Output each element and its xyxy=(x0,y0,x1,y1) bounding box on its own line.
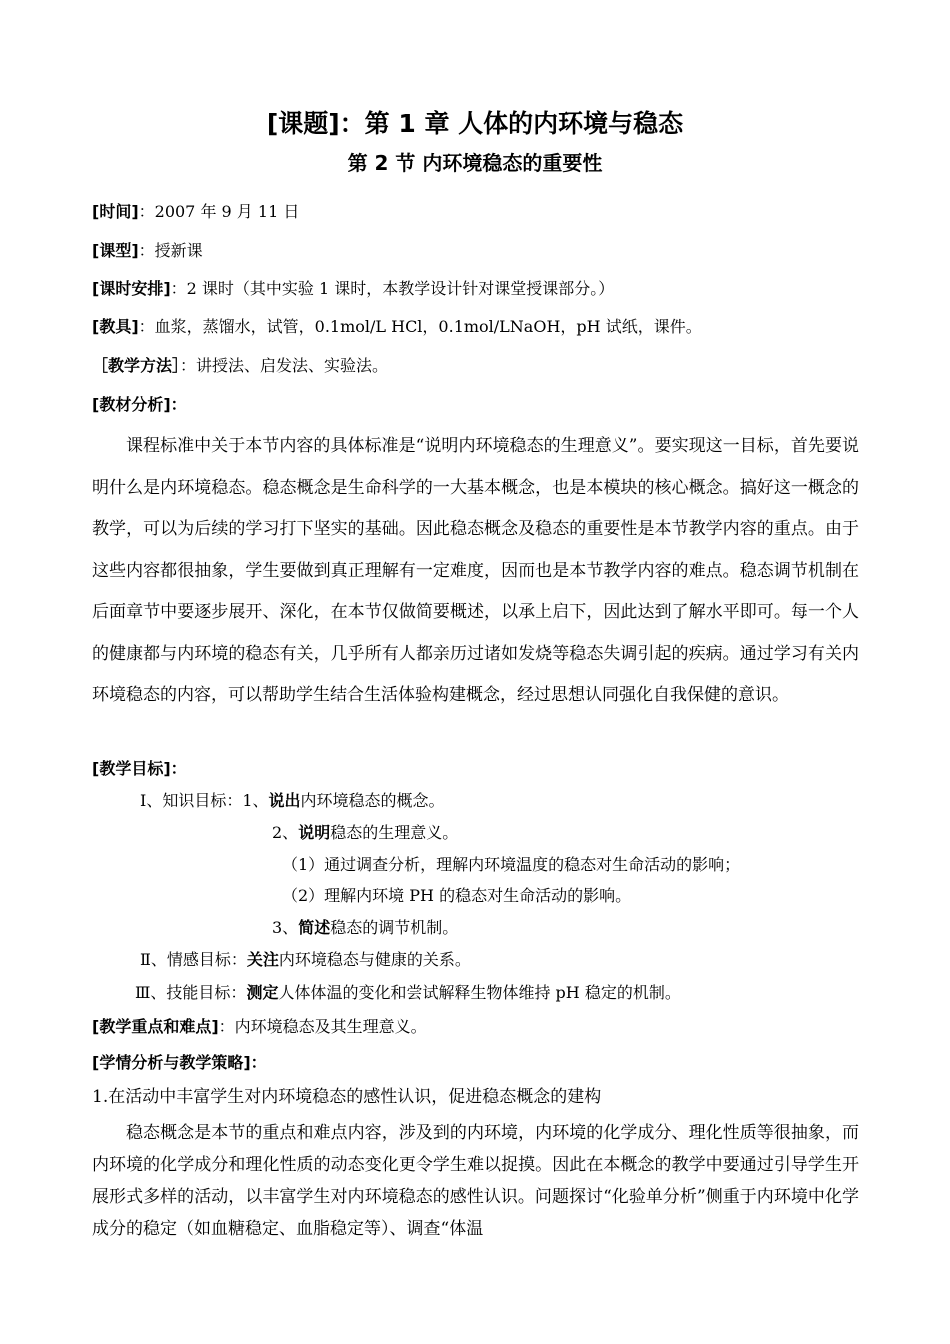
strategy-heading xyxy=(92,1052,267,1074)
type-value: ：授新课 xyxy=(138,241,203,260)
strategy-paragraph: 稳态概念是本节的重点和难点内容，涉及到的内环境，内环境的化学成分、理化性质等很抽象，而内环境的化学成分和理化性质的动态变化更令学生难以捉摸。因此在本概念的教学中要通过引导学生开展形式多样的活动，以丰富学生对内环境稳态的感性认识。问题探讨“化验单分析”侧重于内环境中化学成分的稳定（如血糖稳定、血脂稳定等）、调查“体温 xyxy=(92,1123,859,1239)
tools-label: [教具] xyxy=(92,317,139,336)
method-line xyxy=(92,355,388,377)
time-value: ：2007 年 9 月 11 日 xyxy=(138,202,300,221)
type-line xyxy=(92,240,203,262)
keypoints-value: ：内环境稳态及其生理意义。 xyxy=(218,1017,427,1036)
knowledge-goal-2-sub-1: （1）通过调查分析，理解内环境温度的稳态对生命活动的影响； xyxy=(282,855,741,874)
knowledge-goal-3: 3、简述稳态的调节机制。 xyxy=(272,918,459,937)
method-label: ［教学方法］ xyxy=(92,356,181,375)
analysis-heading xyxy=(92,394,187,416)
goals-label: [教学目标]： xyxy=(92,759,187,778)
keypoints-line xyxy=(92,1016,427,1038)
strategy-label: [学情分析与教学策略]： xyxy=(92,1053,267,1072)
knowledge-goal-2-sub-2: （2）理解内环境 PH 的稳态对生命活动的影响。 xyxy=(282,886,632,905)
knowledge-goal-1: Ⅰ、知识目标：1、说出内环境稳态的概念。 xyxy=(140,791,445,810)
hours-line xyxy=(92,278,614,300)
section-title: 第 2 节 内环境稳态的重要性 xyxy=(347,151,603,175)
knowledge-goal-2: 2、说明稳态的生理意义。 xyxy=(272,823,459,842)
emotion-goal: Ⅱ、情感目标：关注内环境稳态与健康的关系。 xyxy=(140,950,471,969)
strategy-item-1: 1.在活动中丰富学生对内环境稳态的感性认识，促进稳态概念的建构 xyxy=(92,1087,602,1107)
method-value: ：讲授法、启发法、实验法。 xyxy=(180,356,389,375)
lesson-title: [课题]：第 1 章 人体的内环境与稳态 xyxy=(266,109,684,138)
goals-heading xyxy=(92,758,187,780)
tools-line xyxy=(92,316,702,338)
hours-label: [课时安排] xyxy=(92,279,171,298)
type-label: [课型] xyxy=(92,241,139,260)
hours-value: ：2 课时（其中实验 1 课时，本教学设计针对课堂授课部分。） xyxy=(170,279,615,298)
analysis-label: [教材分析]： xyxy=(92,395,187,414)
tools-value: ：血浆，蒸馏水，试管，0.1mol/L HCl，0.1mol/LNaOH，pH 试纸，课件。 xyxy=(138,317,702,336)
analysis-paragraph: 课程标准中关于本节内容的具体标准是“说明内环境稳态的生理意义”。要实现这一目标，首先要说明什么是内环境稳态。稳态概念是生命科学的一大基本概念，也是本模块的核心概念。搞好这一概念的教学，可以为后续的学习打下坚实的基础。因此稳态概念及稳态的重要性是本节教学内容的重点。由于这些内容都很抽象，学生要做到真正理解有一定难度，因而也是本节教学内容的难点。稳态调节机制在后面章节中要逐步展开、深化，在本节仅做简要概述，以承上启下，因此达到了解水平即可。每一个人的健康都与内环境的稳态有关，几乎所有人都亲历过诸如发烧等稳态失调引起的疾病。通过学习有关内环境稳态的内容，可以帮助学生结合生活体验构建概念，经过思想认同强化自我保健的意识。 xyxy=(92,436,859,705)
keypoints-label: [教学重点和难点] xyxy=(92,1017,219,1036)
skill-goal: Ⅲ、技能目标：测定人体体温的变化和尝试解释生物体维持 pH 稳定的机制。 xyxy=(135,983,681,1002)
time-line xyxy=(92,201,299,223)
time-label: [时间] xyxy=(92,202,139,221)
